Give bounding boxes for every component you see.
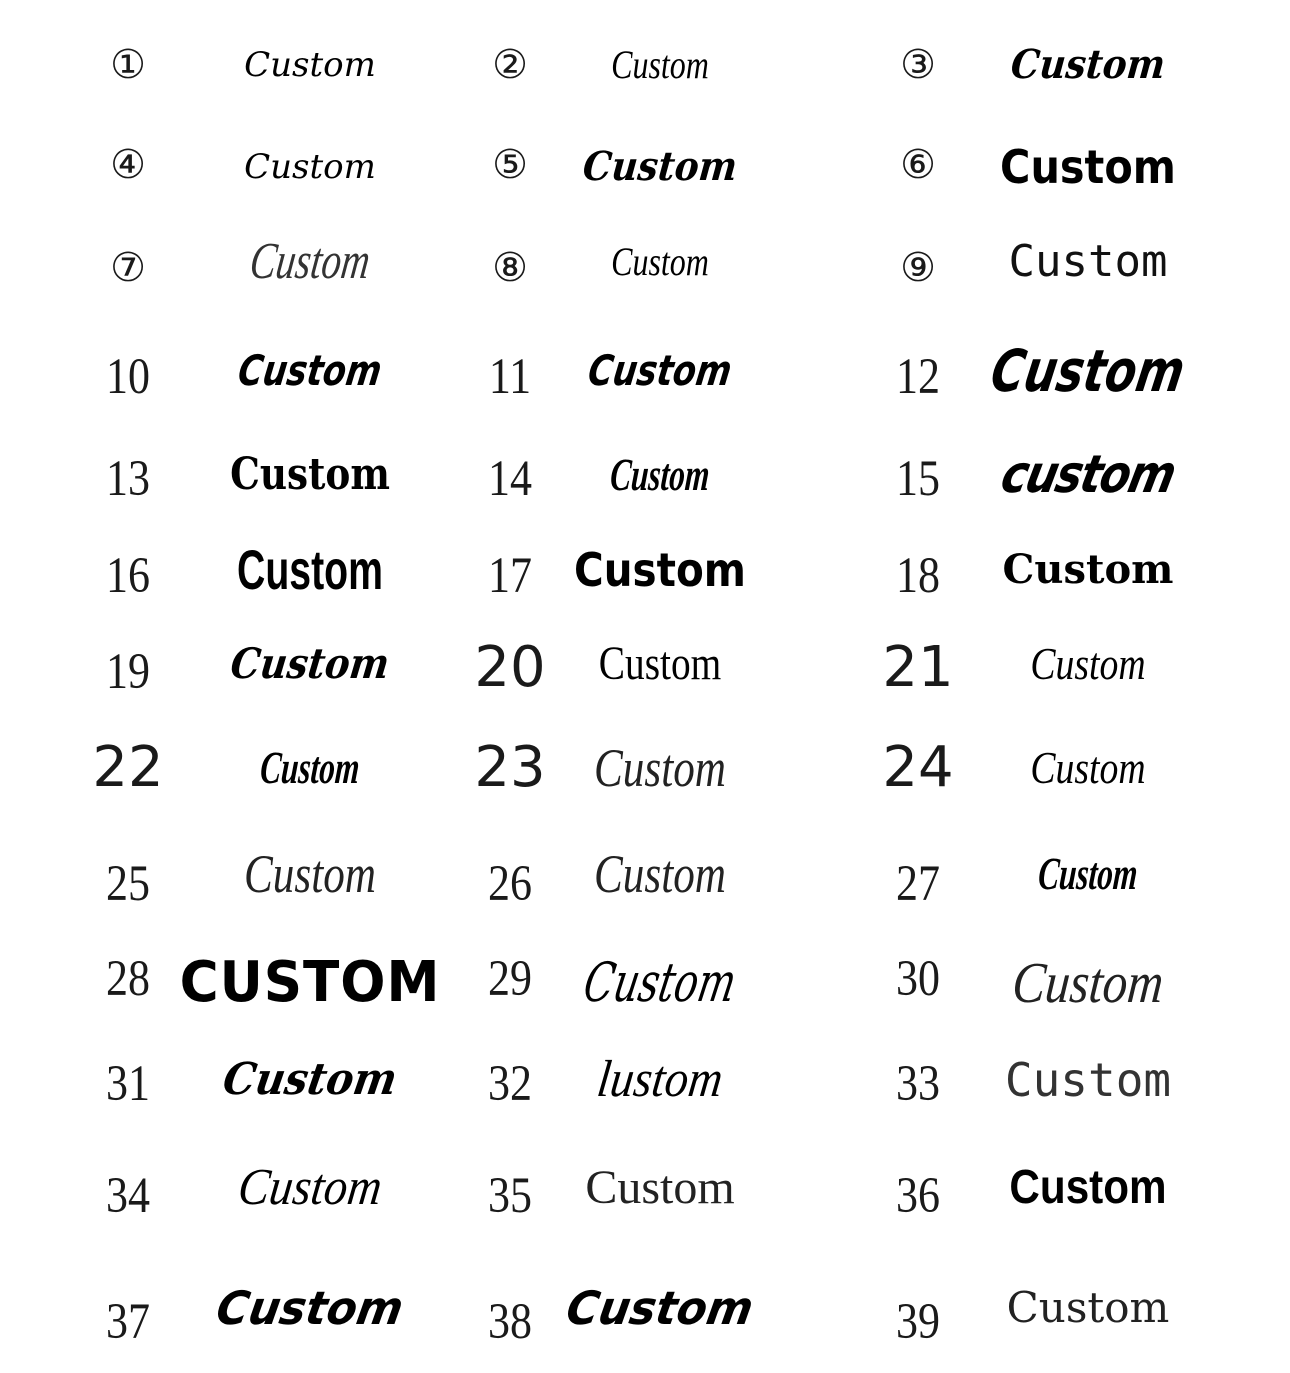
font-number: 31 [106,1055,150,1112]
font-sample: Custom [593,844,727,904]
font-sample: Custom [579,951,742,1014]
font-sample: Custom [1008,236,1168,287]
font-sample: Custom [246,233,374,290]
font-number: 15 [896,450,940,507]
font-number: ⑥ [900,142,936,188]
font-number: 38 [488,1293,532,1350]
font-number: ⑦ [110,245,146,291]
font-number: 14 [488,450,532,507]
font-number: 12 [896,348,940,405]
font-sample: Custom [244,147,376,187]
font-number: ⑤ [492,142,528,188]
font-number: 26 [488,855,532,912]
font-sample: Custom [1006,1283,1170,1332]
font-number: 21 [882,635,954,700]
font-number: 16 [106,547,150,604]
font-sample: Custom [244,45,376,85]
font-number: ① [110,42,146,88]
font-number: 10 [106,348,150,405]
font-number: 11 [488,348,532,405]
font-sample: Custom [228,639,393,688]
font-number: 27 [896,855,940,912]
font-sample: Custom [1009,1161,1167,1214]
font-sample: Custom [212,1281,408,1335]
font-number: 17 [488,547,532,604]
font-number: 24 [882,735,954,800]
font-number: 18 [896,547,940,604]
font-number: 19 [106,643,150,700]
font-number: ③ [900,42,936,88]
font-sample: Custom [1002,546,1174,593]
font-sample: Custom [1036,848,1140,899]
font-sample: Custom [611,42,709,87]
font-number: ⑧ [492,245,528,291]
font-sample: Custom [580,143,740,190]
font-sample: CUSTOM [179,950,441,1015]
font-number: ④ [110,142,146,188]
font-number: ② [492,42,528,88]
font-number: 32 [488,1055,532,1112]
font-number: 20 [474,635,546,700]
font-number: 34 [106,1167,150,1224]
font-sample: Custom [593,738,727,798]
font-sample: Custom [585,1161,735,1214]
font-sample: Custom [608,449,712,500]
font-sample: Custom [1004,1053,1172,1107]
font-number: 23 [474,735,546,800]
font-sample: Custom [230,449,390,500]
font-number: ⑨ [900,245,936,291]
font-sample: Custom [1008,41,1168,88]
font-sample: Custom [562,1281,758,1335]
font-number: 37 [106,1293,150,1350]
font-sample: Custom [243,844,377,904]
font-sample: Custom [258,742,362,793]
font-number: 13 [106,450,150,507]
font-sample: Custom [1030,638,1146,689]
font-sample: custom [995,445,1181,505]
font-sample: Custom [585,346,735,395]
font-sample: Custom [611,239,709,284]
font-number: 30 [896,950,940,1007]
font-sample: Custom [986,337,1190,405]
font-sample: Custom [235,346,385,395]
font-sample: Custom [574,543,746,597]
font-number: 39 [896,1293,940,1350]
font-number: 35 [488,1167,532,1224]
font-sample: Custom [237,538,383,601]
font-number: 33 [896,1055,940,1112]
font-number: 36 [896,1167,940,1224]
font-number: 29 [488,950,532,1007]
font-sample: lustom [594,1051,727,1108]
font-sample: Custom [1030,742,1146,793]
font-sample: Custom [1000,140,1176,194]
font-sample: Custom [219,1054,401,1105]
font-sample: Custom [234,1159,386,1216]
font-sample: Custom [598,637,722,690]
font-sample: Custom [1009,950,1167,1015]
font-number: 25 [106,855,150,912]
font-number: 28 [106,950,150,1007]
font-number: 22 [92,735,164,800]
